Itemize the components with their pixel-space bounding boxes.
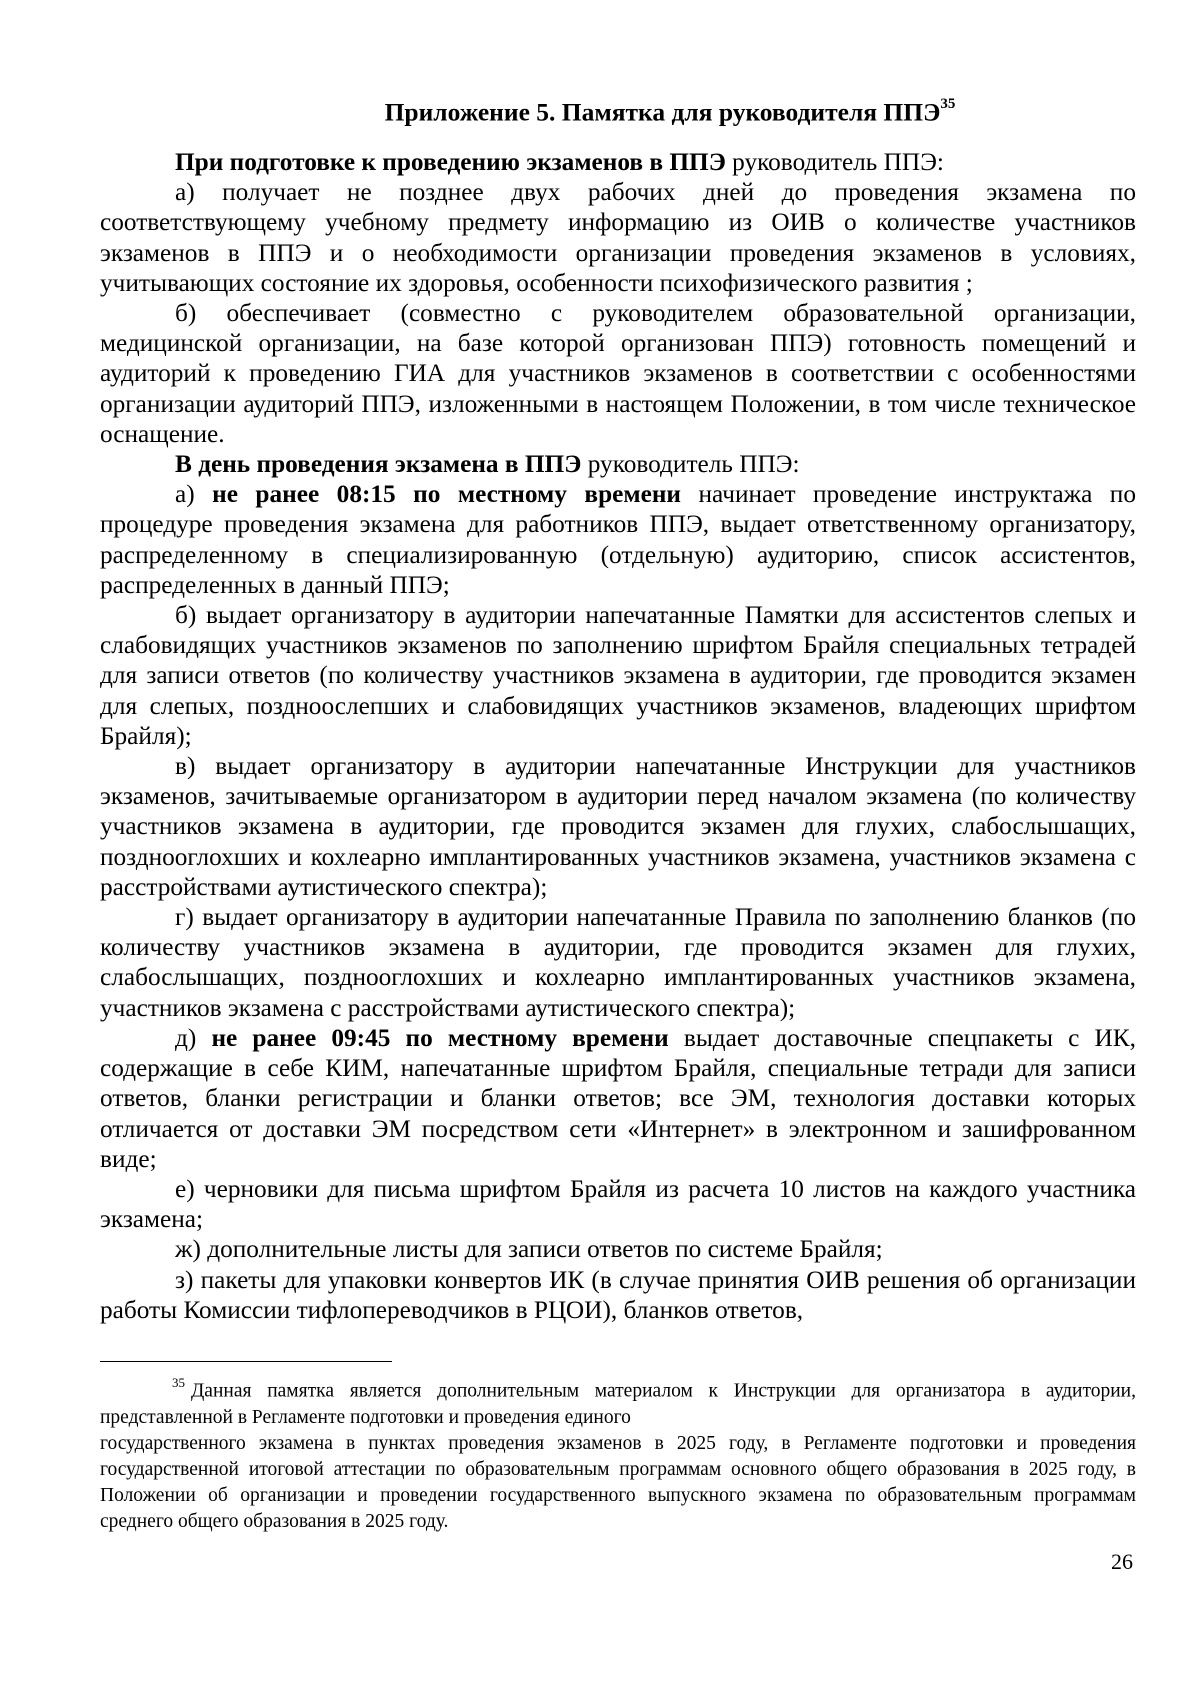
page-title xyxy=(0,90,1200,130)
list-item-day-d: д) не ранее 09:45 по местному времени выдает доставочные спецпакеты с ИК, содержащие в себе КИМ, напечатанные шрифтом Брайля, специальные тетради для записи ответов, бланки регистрации и бланки ответов; все ЭМ, технология доставки которых отличается от доставки ЭМ посредством сети «Интернет» в электронном и зашифрованном виде; xyxy=(100,1023,1137,1173)
title-text: Приложение 5. Памятка для руководителя ППЭ xyxy=(384,97,941,127)
list-item-day-a: а) не ранее 08:15 по местному времени начинает проведение инструктажа по процедуре проведения экзамена для работников ППЭ, выдает ответственному организатору, распределенному в специализированную (отдельную) аудиторию, список ассистентов, распределенных в данный ППЭ; xyxy=(100,480,1136,599)
title-footnote-ref[interactable]: 35 xyxy=(940,96,956,112)
section-heading-exam-day xyxy=(100,449,1136,479)
list-item-prep-a: а) получает не позднее двух рабочих дней до проведения экзамена по соответствующему учебному предмету информацию из ОИВ о количестве участников экзаменов в ППЭ и о необходимости организации проведения экзаменов в условиях, учитывающих состояние их здоровья, особенности психофизического развития ; xyxy=(100,178,1136,297)
footnote xyxy=(100,1372,1136,1535)
section-heading-rest: руководитель ППЭ: xyxy=(725,148,944,176)
list-item-day-e: е) черновики для письма шрифтом Брайля из расчета 10 листов на каждого участника экзамена; xyxy=(100,1174,1136,1234)
document-body xyxy=(100,147,1136,1325)
list-item-day-v: в) выдает организатору в аудитории напечатанные Инструкции для участников экзаменов, зачитываемые организатором в аудитории перед началом экзамена (по количеству участников экзамена в аудитории, где проводится экзамен для глухих, слабослышащих, позднооглохших и кохлеарно имплантированных участников экзамена, участников экзамена с расстройствами аутистического спектра); xyxy=(100,752,1136,901)
list-item-day-g: г) выдает организатору в аудитории напечатанные Правила по заполнению бланков (по количеству участников экзамена в аудитории, где проводится экзамен для глухих, слабослышащих, позднооглохших и кохлеарно имплантированных участников экзамена, участников экзамена с расстройствами аутистического спектра); xyxy=(100,903,1136,1022)
list-item-prep-b: б) обеспечивает (совместно с руководителем образовательной организации, медицинской организации, на базе которой организован ППЭ) готовность помещений и аудиторий к проведению ГИА для участников экзаменов в соответствии с особенностями организации аудиторий ППЭ, изложенными в настоящем Положении, в том числе техническое оснащение. xyxy=(100,299,1136,448)
section-heading-bold: В день проведения экзамена в ППЭ xyxy=(175,450,582,479)
section-heading-bold: При подготовке к проведению экзаменов в ППЭ xyxy=(175,148,726,176)
list-item-day-zh: ж) дополнительные листы для записи ответов по системе Брайля; xyxy=(175,1235,883,1264)
list-item-day-b: б) выдает организатору в аудитории напечатанные Памятки для ассистентов слепых и слабовидящих участников экзаменов по заполнению шрифтом Брайля специальных тетрадей для записи ответов (по количеству участников экзамена в аудитории, где проводится экзамен для слепых, поздноослепших и слабовидящих участников экзаменов, владеющих шрифтом Брайля); xyxy=(100,601,1136,750)
footnote-line-1: $^{35}$ Данная памятка является дополнительным материалом к Инструкции для организатора в аудитории, представленной в Регламенте подготовки и проведения единого xyxy=(100,1375,1136,1428)
footnote-line-2: государственного экзамена в пунктах проведения экзаменов в 2025 году, в Регламенте подготовки и проведения государственной итоговой аттестации по образовательным программам основного общего образования в 2025 году, в Положении об организации и проведении государственного выпускного экзамена по образовательным программам среднего общего образования в 2025 году. xyxy=(100,1432,1136,1532)
footnote-divider xyxy=(100,1361,392,1362)
section-heading-rest: руководитель ППЭ: xyxy=(581,450,800,479)
section-heading-preparation xyxy=(100,147,1136,177)
list-item-day-z: з) пакеты для упаковки конвертов ИК (в случае принятия ОИВ решения об организации работы Комиссии тифлопереводчиков в РЦОИ), бланков ответов, xyxy=(100,1265,1136,1324)
page-number: 26 xyxy=(1111,1549,1133,1574)
footnote-number: 35 xyxy=(172,1375,185,1390)
